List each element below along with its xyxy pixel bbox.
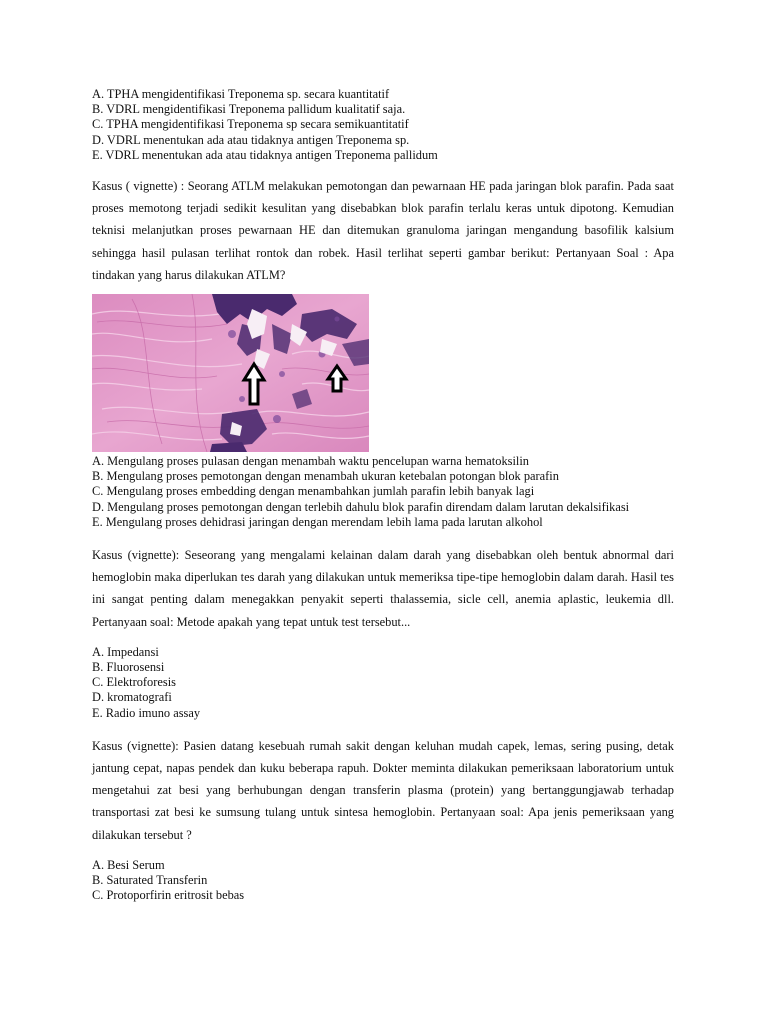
q3-option-e: E. Radio imuno assay — [92, 705, 201, 720]
question-2-vignette: Kasus ( vignette) : Seorang ATLM melakukan pemotongan dan pewarnaan HE pada jaringan blok parafin. Pada saat proses memotong terjadi sedikit kesulitan yang disebabkan blok parafin terlalu keras untuk dipotong. Kemudian teknisi melanjutkan proses pewarnaan HE dan ditemukan granuloma jaringan mengandung basofilik kalsium sehingga hasil pulasan terlihat rontok dan robek. Hasil terlihat seperti gambar berikut: Pertanyaan Soal : Apa tindakan yang harus dilakukan ATLM? — [92, 179, 674, 282]
question-2-options — [92, 454, 674, 530]
question-3-options — [92, 645, 674, 721]
q4-option-a: A. Besi Serum — [92, 857, 165, 872]
q3-option-b: B. Fluorosensi — [92, 660, 165, 675]
q2-option-c: C. Mengulang proses embedding dengan menambahkan jumlah parafin lebih banyak lagi — [92, 484, 535, 499]
q3-option-c: C. Elektroforesis — [92, 675, 176, 690]
question-3-vignette: Kasus (vignette): Seseorang yang mengalami kelainan dalam darah yang disebabkan oleh bentuk abnormal dari hemoglobin maka diperlukan tes darah yang dilakukan untuk memeriksa tipe-tipe hemoglobin dalam darah. Hasil tes ini sangat penting dalam menegakkan penyakit seperti thalassemia, sicle cell, anemia aplastic, leukemia dll. Pertanyaan soal: Metode apakah yang tepat untuk test tersebut... — [92, 548, 674, 629]
q4-option-c: C. Protoporfirin eritrosit bebas — [92, 888, 245, 903]
q1-option-e: E. VDRL menentukan ada atau tidaknya antigen Treponema pallidum — [92, 147, 438, 162]
q3-option-a: A. Impedansi — [92, 644, 159, 659]
q2-option-a: A. Mengulang proses pulasan dengan menambah waktu pencelupan warna hematoksilin — [92, 454, 529, 469]
question-1-options — [92, 87, 674, 163]
q2-option-e: E. Mengulang proses dehidrasi jaringan dengan merendam lebih lama pada larutan alkohol — [92, 514, 543, 529]
q1-option-d: D. VDRL menentukan ada atau tidaknya antigen Treponema sp. — [92, 132, 410, 147]
q2-option-b: B. Mengulang proses pemotongan dengan menambah ukuran ketebalan potongan blok parafin — [92, 469, 559, 484]
q4-option-b: B. Saturated Transferin — [92, 873, 208, 888]
q1-option-c: C. TPHA mengidentifikasi Treponema sp secara semikuantitatif — [92, 117, 409, 132]
histology-image — [92, 294, 369, 452]
question-4-vignette: Kasus (vignette): Pasien datang kesebuah rumah sakit dengan keluhan mudah capek, lemas, sering pusing, detak jantung cepat, napas pendek dan kuku beberapa rapuh. Dokter meminta dilakukan pemeriksaan laboratorium untuk mengetahui zat besi yang berhubungan dengan transferin plasma (protein) yang bertanggungjawab terhadap transportasi zat besi ke sumsung tulang untuk sintesa hemoglobin. Pertanyaan soal: Apa jenis pemeriksaan yang dilakukan tersebut ? — [92, 738, 674, 842]
question-4-options — [92, 858, 674, 904]
q1-option-b: B. VDRL mengidentifikasi Treponema pallidum kualitatif saja. — [92, 102, 406, 117]
q1-option-a: A. TPHA mengidentifikasi Treponema sp. secara kuantitatif — [92, 87, 390, 101]
document-page — [92, 87, 674, 904]
q3-option-d: D. kromatografi — [92, 690, 172, 705]
q2-option-d: D. Mengulang proses pemotongan dengan terlebih dahulu blok parafin direndam dalam larutan dekalsifikasi — [92, 499, 630, 514]
